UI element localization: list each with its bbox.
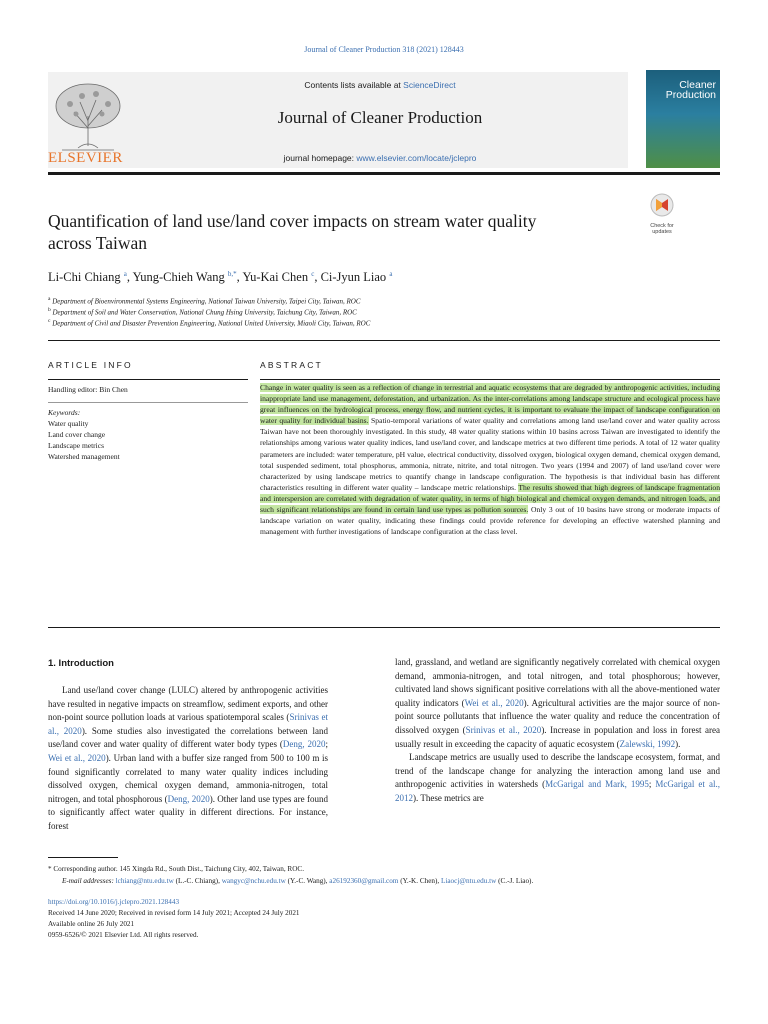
email-line bbox=[62, 876, 533, 886]
info-rule bbox=[48, 379, 248, 380]
affil-text: Department of Bioenvironmental Systems Engineering, National Taiwan University, Taipei City, Taiwan, ROC bbox=[52, 297, 361, 306]
article-info-heading: ARTICLE INFO bbox=[48, 360, 133, 370]
email-owner: (Y.-C. Wang), bbox=[285, 877, 330, 885]
header-rule bbox=[48, 172, 720, 175]
abstract-highlight[interactable]: Change in water quality is seen as a reflection of change in terrestrial and aquatic ecosystems that are degraded by anthropogenic activities, including inappropriate land use management, deforestation, and urbanization. As the inter-correlations among landscape structure and ecological process have great influences on the hydrological process, energy flow, and nutrient cycles, it is important to evaluate the impact of landscape configuration on water quality for individual basins. bbox=[260, 383, 720, 426]
journal-reference[interactable]: Journal of Cleaner Production 318 (2021) 128443 bbox=[304, 45, 464, 54]
doi-link[interactable]: https://doi.org/10.1016/j.jclepro.2021.128443 bbox=[48, 898, 180, 906]
text-run: ). Other land use types are found to significantly affect water quality in different directions. For instance, forest bbox=[48, 793, 329, 831]
text-run: ). Increase in population and loss in forest area usually result in exceeding the capacity of aquatic ecosystem ( bbox=[395, 724, 720, 749]
text-run: ). Urban land with a buffer size ranged from 500 to 100 m is found significantly correlated to many water quality indices including dissolved oxygen, chemical oxygen demand, ammonia-nitrogen, total nitrogen, and total phosphorous ( bbox=[48, 752, 329, 804]
author-list bbox=[48, 270, 392, 285]
affil-marker: a bbox=[48, 296, 51, 302]
author-separator: , bbox=[314, 270, 321, 285]
text-run: Landscape metrics are usually used to describe the landscape ecosystem, format, and trend of the landscape change for analyzing the interaction among land use and anthropogenic activities in watersheds ( bbox=[395, 752, 720, 790]
abstract-sentence: Only 3 out of 10 basins have strong or moderate impacts of landscape variation on water quality, indicating these findings could provide reference for developing an effective watershed planning and management with further investigations of landscape configuration at the class level. bbox=[260, 505, 721, 537]
body-paragraph bbox=[48, 684, 328, 834]
email-link[interactable]: wangyc@nchu.edu.tw bbox=[221, 877, 286, 885]
handling-editor: Handling editor: Bin Chen bbox=[48, 385, 128, 394]
email-owner: (C.-J. Liao). bbox=[496, 877, 534, 885]
email-label: E-mail addresses: bbox=[62, 877, 114, 885]
abstract-rule bbox=[260, 379, 720, 380]
abstract-sentence: Spatio-temporal variations of water quality and correlations among land use/land cover and water quality across Taiwan have not been thoroughly investigated. In this study, 48 water quality stations within 10 basins across Taiwan are investigated to identify the relationships among various water quality indices, land use/land cover, and landscape metrics at two different time periods. A total of 12 water quality parameters are included: water temperature, pH value, electrical conductivity, dissolved oxygen, biological oxygen demand, chemical oxygen demand, total suspended sediment, total phosphorus, ammonia, nitrate, nitrite, and total nitrogen. Two years (1994 and 2007) of land use/land cover were characterized by using landscape metrics to quantify change in landscape configuration. The hypothesis is that individual basin has different characteristics resulting in different water quality – landscape metric relationships. bbox=[260, 416, 720, 492]
journal-title: Journal of Cleaner Production bbox=[277, 108, 483, 127]
corresponding-author-note: * Corresponding author. 145 Xingda Rd., South Dist., Taichung City, 402, Taiwan, ROC. bbox=[48, 865, 305, 873]
affiliation-b bbox=[48, 307, 357, 316]
footnote-rule bbox=[48, 857, 118, 858]
body-paragraph bbox=[395, 656, 720, 751]
body-right-column bbox=[395, 656, 720, 806]
author-name[interactable]: Yu-Kai Chen bbox=[242, 270, 309, 285]
text-run: ). These metrics are bbox=[413, 792, 484, 803]
keyword: Landscape metrics bbox=[48, 441, 105, 450]
journal-cover-thumbnail[interactable] bbox=[646, 70, 720, 168]
citation-link[interactable]: Wei et al., 2020 bbox=[464, 697, 524, 708]
affil-marker: c bbox=[48, 318, 51, 324]
cover-title-line1: Cleaner bbox=[679, 79, 716, 91]
contents-prefix: Contents lists available at bbox=[304, 80, 404, 90]
info-subrule bbox=[48, 402, 248, 403]
keyword: Watershed management bbox=[48, 452, 120, 461]
author-affil-sup[interactable]: c bbox=[311, 270, 315, 278]
check-badge-line2: updates bbox=[652, 229, 672, 235]
text-run: ; bbox=[325, 739, 328, 750]
copyright-line: 0959-6526/© 2021 Elsevier Ltd. All rights reserved. bbox=[48, 931, 199, 939]
email-owner: (L.-C. Chiang), bbox=[173, 877, 222, 885]
article-title bbox=[48, 210, 628, 254]
section-heading: 1. Introduction bbox=[48, 658, 114, 669]
abstract-highlight[interactable]: The results showed that high degrees of landscape fragmentation and interspersion are correlated with degradation of water quality, in terms of high biological and chemical oxygen demands, and nitrogen loads, and such significant relationships are found in certain land use types as pollution sources. bbox=[260, 482, 720, 515]
received-dates: Received 14 June 2020; Received in revised form 14 July 2021; Accepted 24 July 2021 bbox=[48, 909, 300, 917]
text-run: ). bbox=[675, 738, 681, 749]
email-link[interactable]: lchiang@ntu.edu.tw bbox=[115, 877, 174, 885]
author-affil-sup[interactable]: b,* bbox=[227, 270, 237, 278]
article-title-line2: across Taiwan bbox=[48, 233, 148, 253]
cover-title bbox=[650, 80, 716, 100]
text-run: ; bbox=[648, 779, 656, 790]
contents-line bbox=[130, 80, 630, 90]
email-link[interactable]: Liaocj@ntu.edu.tw bbox=[440, 877, 497, 885]
text-run: land, grassland, and wetland are significantly negatively correlated with chemical oxygen demand, ammonia-nitrogen, and total nitrogen, and total phosphorous; however, cultivated land shows significant positive correlations with all the above-mentioned water quality indicators ( bbox=[395, 657, 720, 708]
cover-title-line2: Production bbox=[665, 89, 716, 101]
citation-link[interactable]: Deng, 2020 bbox=[282, 739, 326, 750]
citation-link[interactable]: Srinivas et al., 2020 bbox=[465, 724, 542, 735]
author-name[interactable]: Yung-Chieh Wang bbox=[132, 270, 225, 285]
author-name[interactable]: Ci-Jyun Liao bbox=[320, 270, 387, 285]
citation-link[interactable]: McGarigal et al., 2012 bbox=[395, 779, 720, 803]
elsevier-wordmark: ELSEVIER bbox=[48, 150, 123, 166]
text-run: Land use/land cover change (LULC) altered by anthropogenic activities have resulted in negative impacts on streamflow, sediment exports, and other non-point source pollution loads at various spatiotemporal scales ( bbox=[48, 685, 328, 723]
body-left-column bbox=[48, 684, 328, 834]
author-separator: , bbox=[126, 270, 133, 285]
author-separator: , bbox=[236, 270, 243, 285]
homepage-prefix: journal homepage: bbox=[283, 153, 357, 163]
email-link[interactable]: a26192360@gmail.com bbox=[329, 877, 399, 885]
keyword: Water quality bbox=[48, 419, 89, 428]
abstract-text bbox=[260, 382, 720, 537]
text-run: ). Agricultural activities are the major source of non-point source pollutants that influence the water quality and reduce the concentration of dissolved oxygen ( bbox=[395, 697, 721, 735]
affil-text: Department of Soil and Water Conservation, National Chung Hsing University, Taichung City, Taiwan, ROC bbox=[52, 308, 357, 317]
keyword: Land cover change bbox=[48, 430, 106, 439]
homepage-link[interactable]: www.elsevier.com/locate/jclepro bbox=[356, 153, 477, 163]
email-owner: (Y.-K. Chen), bbox=[398, 877, 441, 885]
check-updates-icon bbox=[645, 192, 679, 218]
citation-link[interactable]: Zalewski, 1992 bbox=[619, 738, 676, 749]
author-affil-sup[interactable]: a bbox=[389, 270, 393, 278]
available-online: Available online 26 July 2021 bbox=[48, 920, 135, 928]
text-run: ). Some studies also investigated the correlations between land use/land cover and water quality of different water body types ( bbox=[48, 725, 328, 750]
check-for-updates-badge[interactable] bbox=[645, 192, 679, 235]
affil-text: Department of Civil and Disaster Prevention Engineering, National United University, Miaoli City, Taiwan, ROC bbox=[52, 319, 371, 328]
sciencedirect-link[interactable]: ScienceDirect bbox=[403, 80, 456, 90]
section-divider bbox=[48, 340, 720, 341]
body-paragraph bbox=[395, 751, 720, 805]
article-title-line1: Quantification of land use/land cover impacts on stream water quality bbox=[48, 211, 537, 231]
section-divider bbox=[48, 627, 720, 628]
citation-link[interactable]: Srinivas et al., 2020 bbox=[48, 712, 328, 736]
citation-link[interactable]: Wei et al., 2020 bbox=[48, 752, 106, 763]
affiliation-c bbox=[48, 318, 370, 327]
author-affil-sup[interactable]: a bbox=[123, 270, 127, 278]
citation-link[interactable]: McGarigal and Mark, 1995 bbox=[545, 779, 649, 790]
keywords-label: Keywords: bbox=[48, 408, 81, 417]
citation-link[interactable]: Deng, 2020 bbox=[167, 793, 210, 804]
check-badge-line1: Check for bbox=[650, 223, 674, 229]
journal-homepage-line bbox=[130, 153, 630, 163]
abstract-heading: ABSTRACT bbox=[260, 360, 323, 370]
affil-marker: b bbox=[48, 307, 51, 313]
affiliation-a bbox=[48, 296, 361, 305]
author-name[interactable]: Li-Chi Chiang bbox=[48, 270, 121, 285]
